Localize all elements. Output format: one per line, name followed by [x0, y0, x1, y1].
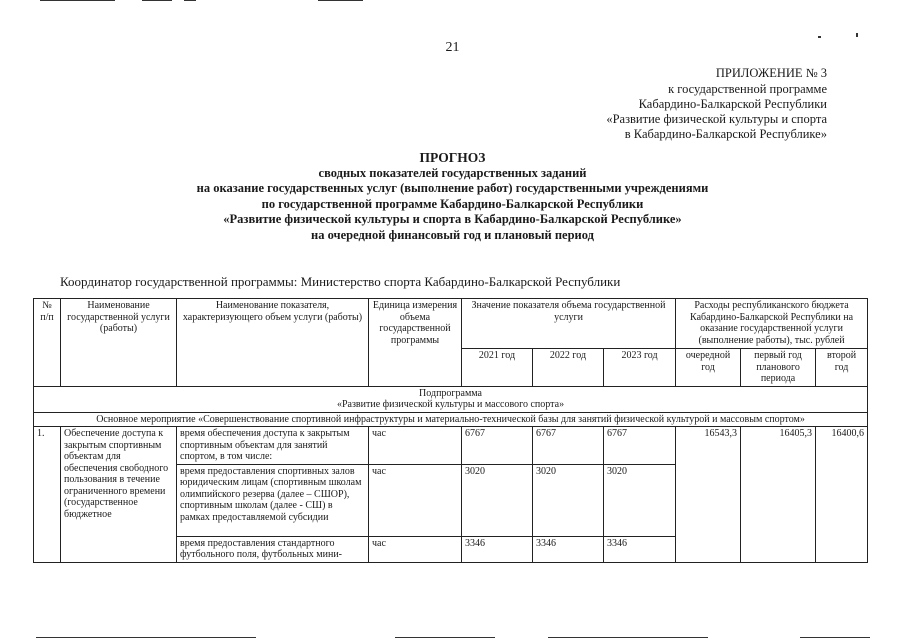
indicator-cell: время обеспечения доступа к закрытым спортивным объектам для занятий спортом, в том числе: [177, 427, 369, 465]
unit-cell: час [369, 464, 462, 536]
title-line: по государственной программе Кабардино-Балкарской Республики [261, 196, 644, 211]
value-cell: 3346 [604, 536, 676, 562]
scan-artifact-top-2 [142, 0, 172, 1]
appendix-line: ПРИЛОЖЕНИЕ № 3 [715, 66, 827, 80]
service-num: 1. [34, 427, 61, 563]
appendix-block [567, 66, 827, 142]
header-year-2021: 2021 год [462, 349, 533, 387]
value-cell: 6767 [533, 427, 604, 465]
expense-current: 16543,3 [676, 427, 741, 563]
scan-speck [856, 33, 858, 37]
header-service-name: Наименование государственной услуги (работы) [61, 299, 177, 387]
value-cell: 3020 [533, 464, 604, 536]
value-cell: 3346 [533, 536, 604, 562]
appendix-line: «Развитие физической культуры и спорта [606, 112, 827, 126]
page-number: 21 [445, 40, 460, 55]
header-period-first: первый год планового периода [741, 349, 816, 387]
expense-first: 16405,3 [741, 427, 816, 563]
header-year-2023: 2023 год [604, 349, 676, 387]
service-name: Обеспечение доступа к закрытым спортивным объектам для обеспечения свободного пользования в течение ограниченного времени (государственное бюджетное [61, 427, 177, 563]
indicator-cell: время предоставления спортивных залов юридическим лицам (спортивным школам олимпийского резерва (далее – СШОР), спортивным школам (далее - СШ) в рамках предоставляемой субсидии [177, 464, 369, 536]
header-expense-group: Расходы республиканского бюджета Кабардино-Балкарской Республики на оказание государственной услуги (выполнение работы), тыс. рублей [676, 299, 868, 349]
title-line: на очередной финансовый год и плановый период [311, 227, 594, 242]
coordinator-text: Координатор государственной программы: Министерство спорта Кабардино-Балкарской Республики [60, 274, 621, 289]
value-cell: 3020 [604, 464, 676, 536]
appendix-line: к государственной программе [668, 82, 827, 96]
scan-artifact-top-3 [184, 0, 196, 1]
value-cell: 6767 [462, 427, 533, 465]
value-cell: 3346 [462, 536, 533, 562]
subprogram-label: Подпрограмма [419, 387, 482, 399]
unit-cell: час [369, 427, 462, 465]
scan-artifact-bottom-2 [395, 637, 495, 638]
scan-artifact-bottom-1 [36, 637, 256, 638]
header-indicator-name: Наименование показателя, характеризующего объем услуги (работы) [177, 299, 369, 387]
scan-artifact-top-4 [318, 0, 363, 1]
appendix-line: Кабардино-Балкарской Республики [638, 97, 827, 111]
header-period-current: очередной год [676, 349, 741, 387]
main-activity-row: Основное мероприятие «Совершенствование спортивной инфраструктуры и материально-технической базы для занятий физической культурой и массовым спортом» [34, 412, 868, 427]
subprogram-row [34, 386, 868, 412]
indicator-cell: время предоставления стандартного футбольного поля, футбольных мини- [177, 536, 369, 562]
header-unit: Единица измерения объема государственной программы [369, 299, 462, 387]
expense-second: 16400,6 [816, 427, 868, 563]
title-line: «Развитие физической культуры и спорта в Кабардино-Балкарской Республике» [223, 212, 682, 226]
subprogram-name: «Развитие физической культуры и массового спорта» [336, 399, 565, 410]
header-value-group: Значение показателя объема государственной услуги [462, 299, 676, 349]
header-year-2022: 2022 год [533, 349, 604, 387]
title-line: на оказание государственных услуг (выполнение работ) государственными учреждениями [196, 181, 709, 195]
header-period-second: второй год [816, 349, 868, 387]
scan-artifact-bottom-3 [548, 637, 708, 638]
title-line: сводных показателей государственных заданий [318, 165, 587, 180]
value-cell: 3020 [462, 464, 533, 536]
scan-artifact-bottom-4 [800, 637, 870, 638]
scan-speck [818, 36, 821, 38]
unit-cell: час [369, 536, 462, 562]
appendix-line: в Кабардино-Балкарской Республике» [624, 127, 827, 141]
scan-artifact-top-1 [40, 0, 115, 1]
document-title [0, 150, 905, 243]
value-cell: 6767 [604, 427, 676, 465]
forecast-table [33, 298, 868, 563]
header-num: № п/п [34, 299, 61, 387]
title-main: ПРОГНОЗ [419, 150, 486, 165]
